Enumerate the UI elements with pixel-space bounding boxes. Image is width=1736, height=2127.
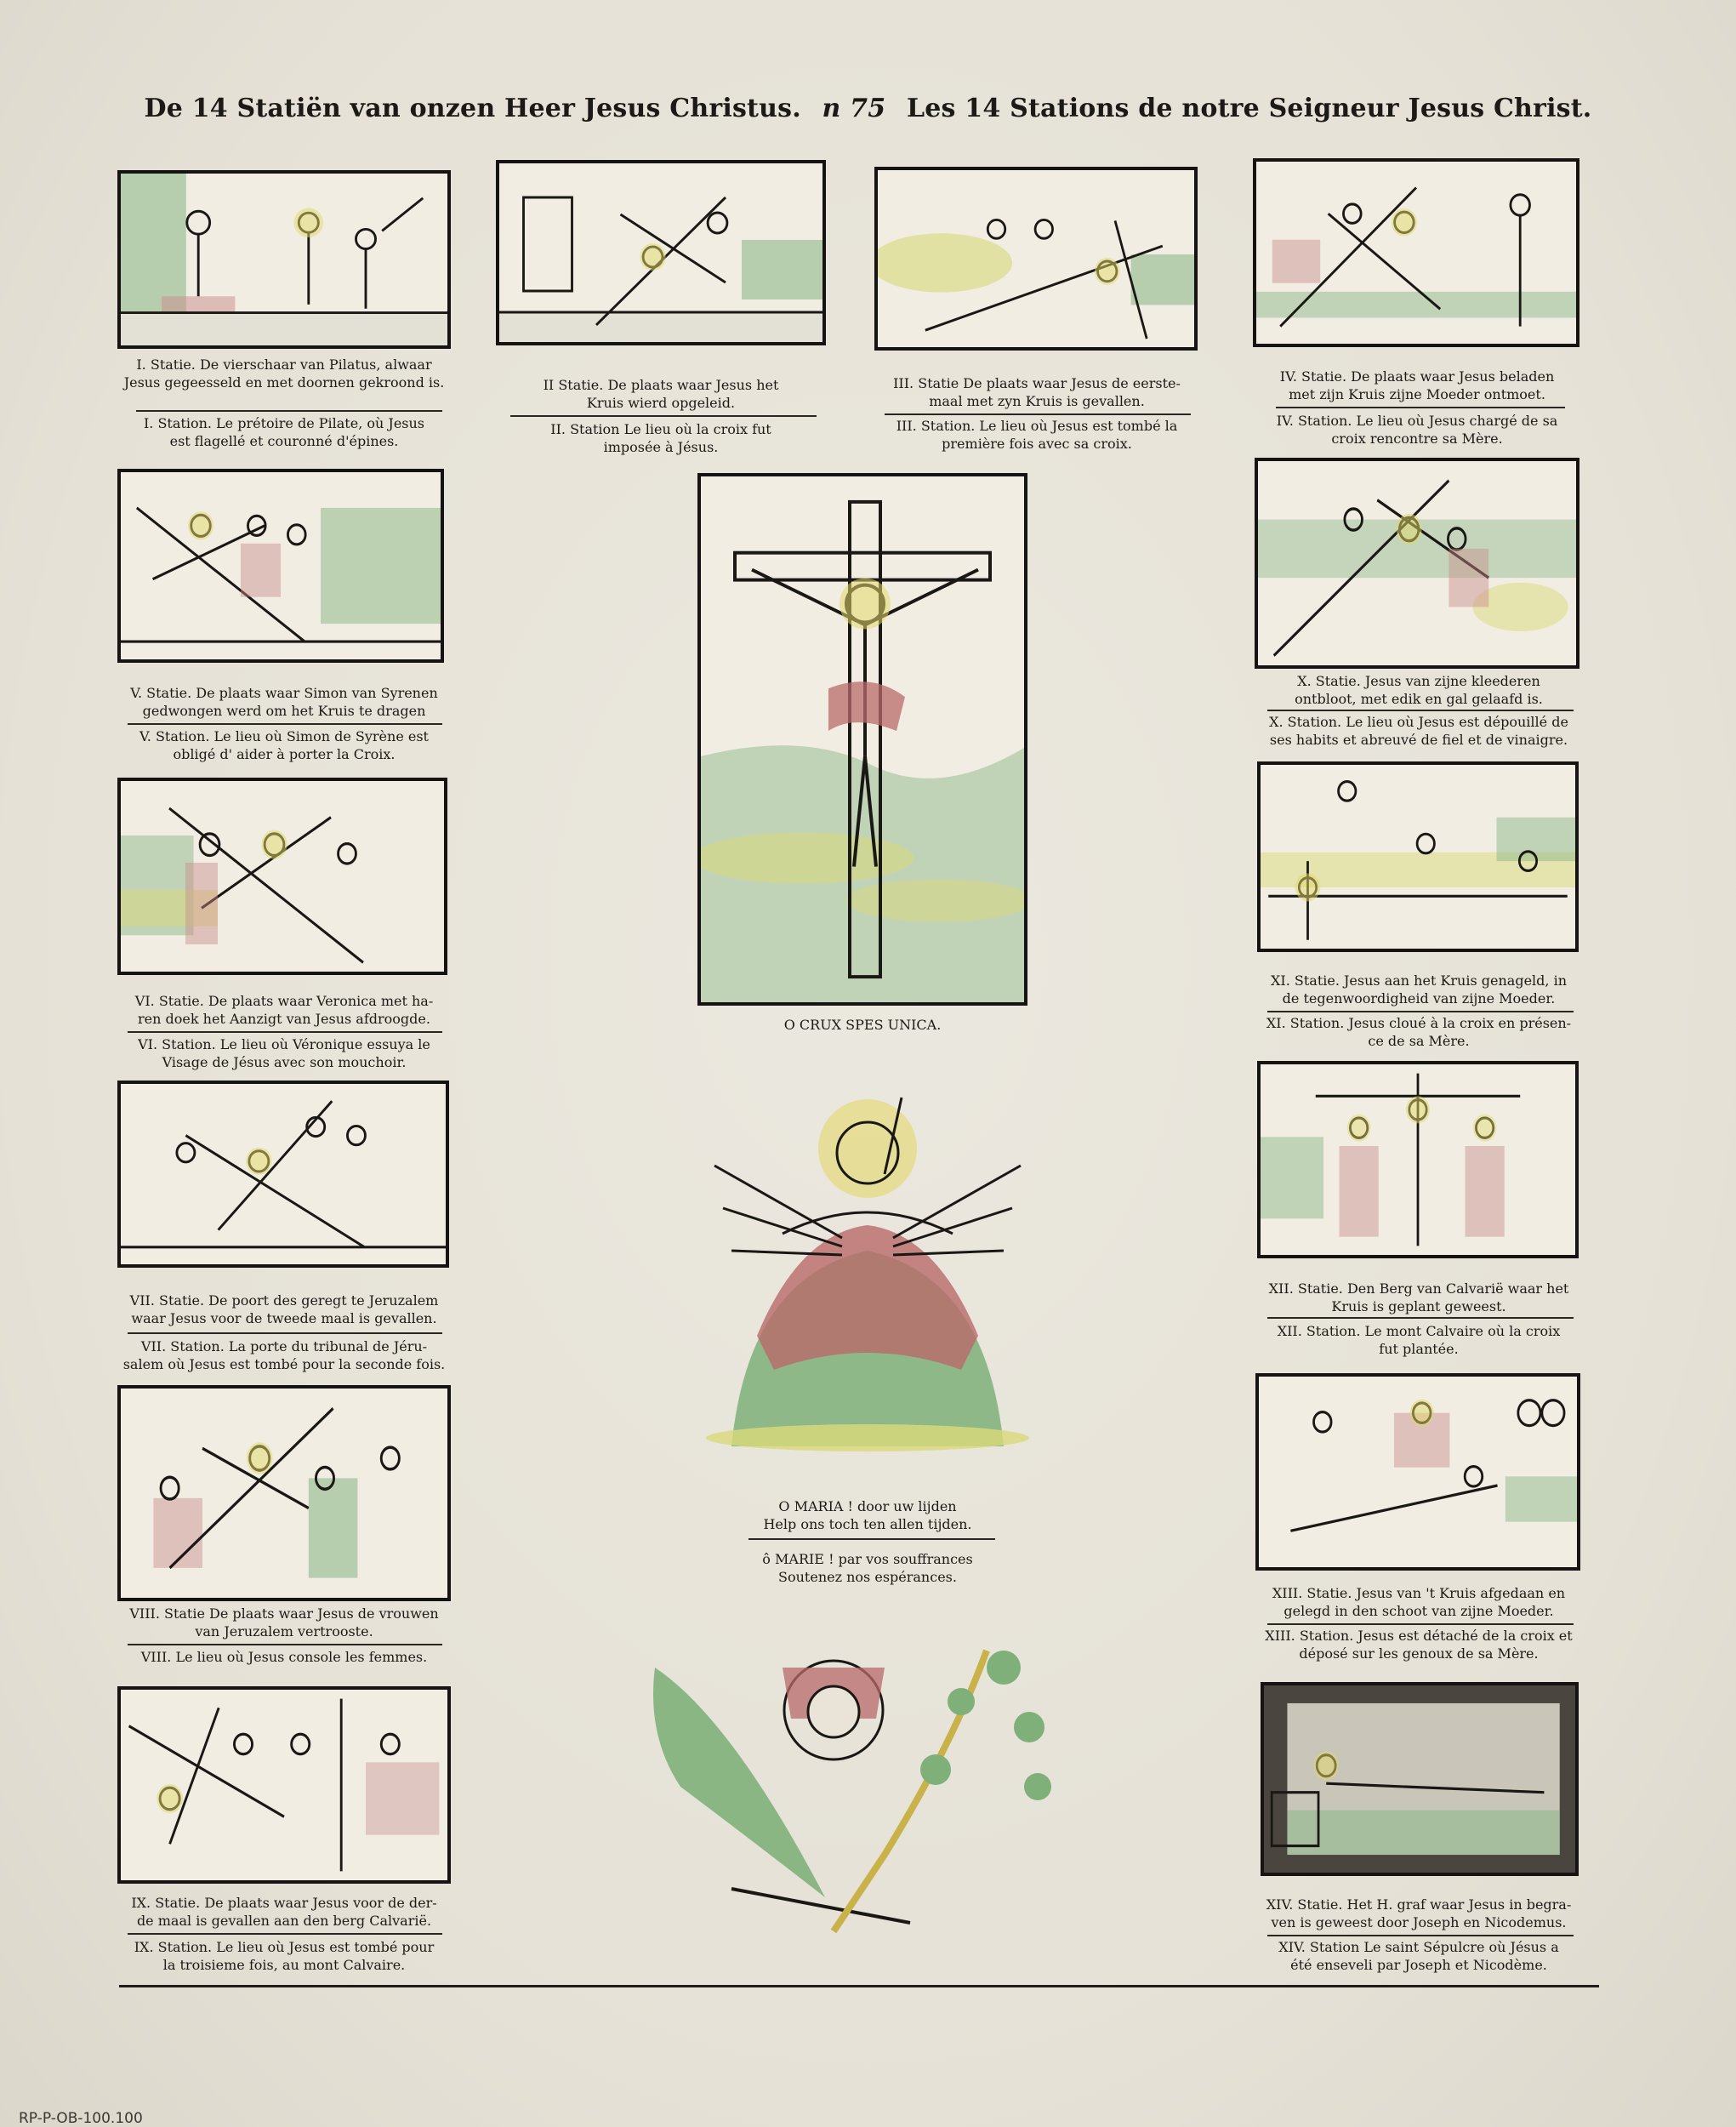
station-12-rule (1267, 1317, 1574, 1319)
station-10-caption-dutch: X. Statie. Jesus van zijne kleederen ontbloot, met edik en gal gelaafd is. (1295, 673, 1543, 707)
station-4-rule (1276, 407, 1565, 408)
mater-dolorosa-woodcut (680, 1081, 1055, 1455)
station-3-woodcut (874, 167, 1198, 351)
station-12-woodcut (1257, 1061, 1579, 1258)
crucifix-woodcut (697, 473, 1027, 1006)
print-number: n 75 (822, 94, 886, 123)
station-3-rule (885, 413, 1191, 415)
station-2-woodcut (496, 160, 826, 345)
maria-caption-french: ô MARIE ! par vos souffrances Soutenez nos espérances. (762, 1551, 973, 1585)
station-14-caption-french: XIV. Station Le saint Sépulcre où Jésus a été enseveli par Joseph et Nicodème. (1278, 1939, 1559, 1973)
station-14-rule (1267, 1935, 1574, 1936)
crucifix-caption: O CRUX SPES UNICA. (783, 1017, 942, 1033)
station-9-woodcut (117, 1686, 451, 1884)
station-2-caption-french: II. Station Le lieu où la croix fut imposée à Jésus. (550, 421, 771, 455)
station-9-caption-dutch: IX. Statie. De plaats waar Jesus voor de der- de maal is gevallen aan den berg Calvarië. (131, 1895, 437, 1929)
station-5-rule (128, 723, 442, 725)
station-7-woodcut (117, 1081, 449, 1268)
station-10-woodcut (1255, 458, 1579, 669)
station-8-caption-french: VIII. Le lieu où Jesus console les femmes. (140, 1649, 428, 1665)
station-9-rule (128, 1933, 442, 1935)
station-3-caption-french: III. Station. Le lieu où Jesus est tombé la première fois avec sa croix. (896, 418, 1178, 452)
station-10-caption-french: X. Station. Le lieu où Jesus est dépouillé de ses habits et abreuvé de fiel et de vinaigre. (1269, 714, 1568, 748)
station-5-caption-dutch: V. Statie. De plaats waar Simon van Syrenen gedwongen werd om het Kruis te dragen (130, 685, 438, 719)
station-2-caption-dutch: II Statie. De plaats waar Jesus het Kruis wierd opgeleid. (543, 377, 779, 411)
station-1-caption-dutch: I. Statie. De vierschaar van Pilatus, alwaar Jesus gegeesseld en met doornen gekroond is. (123, 356, 445, 391)
station-11-rule (1267, 1011, 1574, 1012)
page-title (119, 94, 1617, 123)
station-6-rule (128, 1031, 442, 1033)
station-6-caption-french: VI. Station. Le lieu où Véronique essuya le Visage de Jésus avec son mouchoir. (138, 1036, 430, 1070)
station-3-caption-dutch: III. Statie De plaats waar Jesus de eerste- maal met zyn Kruis is gevallen. (893, 375, 1181, 409)
station-12-caption-french: XII. Station. Le mont Calvaire où la croix fut plantée. (1277, 1323, 1561, 1357)
station-12-caption-dutch: XII. Statie. Den Berg van Calvarië waar het Kruis is geplant geweest. (1268, 1280, 1569, 1314)
station-8-woodcut (117, 1385, 451, 1601)
station-6-caption-dutch: VI. Statie. De plaats waar Veronica met ha- ren doek het Aanzigt van Jesus afdroogde. (134, 993, 434, 1027)
station-11-caption-french: XI. Station. Jesus cloué à la croix en présen- ce de sa Mère. (1266, 1015, 1572, 1049)
bottom-border-rule (119, 1985, 1599, 1987)
station-10-rule (1267, 710, 1574, 711)
station-14-woodcut (1261, 1682, 1579, 1876)
station-13-caption-dutch: XIII. Statie. Jesus van 't Kruis afgedaan en gelegd in den schoot van zijne Moeder. (1272, 1585, 1566, 1619)
station-7-caption-french: VII. Station. La porte du tribunal de Jéru- salem où Jesus est tombé pour la seconde fois. (122, 1338, 446, 1372)
station-14-caption-dutch: XIV. Statie. Het H. graf waar Jesus in begra- ven is geweest door Joseph en Nicodemus. (1266, 1896, 1572, 1930)
station-2-rule (510, 415, 817, 417)
station-4-caption-dutch: IV. Statie. De plaats waar Jesus beladen met zijn Kruis zijne Moeder ontmoet. (1279, 368, 1555, 402)
station-5-woodcut (117, 469, 444, 663)
station-13-rule (1267, 1623, 1574, 1625)
station-9-caption-french: IX. Station. Le lieu où Jesus est tombé pour la troisieme fois, au mont Calvaire. (134, 1939, 435, 1973)
title-dutch: De 14 Statiën van onzen Heer Jesus Christus. (144, 94, 801, 123)
station-11-caption-dutch: XI. Statie. Jesus aan het Kruis genageld, in de tegenwoordigheid van zijne Moeder. (1271, 972, 1567, 1006)
station-8-rule (128, 1644, 442, 1645)
title-french: Les 14 Stations de notre Seigneur Jesus Christ. (906, 94, 1592, 123)
station-7-caption-dutch: VII. Statie. De poort des geregt te Jeruzalem waar Jesus voor de tweede maal is gevallen. (129, 1292, 439, 1326)
veronica-veil-emblem (629, 1617, 1106, 1940)
station-5-caption-french: V. Station. Le lieu où Simon de Syrène est obligé d' aider à porter la Croix. (139, 728, 429, 762)
station-4-woodcut (1253, 158, 1579, 347)
station-1-woodcut (117, 170, 451, 349)
station-13-caption-french: XIII. Station. Jesus est détaché de la croix et déposé sur les genoux de sa Mère. (1265, 1628, 1573, 1662)
station-6-woodcut (117, 778, 447, 975)
station-1-rule (136, 410, 442, 412)
station-13-woodcut (1255, 1373, 1580, 1571)
maria-caption-dutch: O MARIA ! door uw lijden Help ons toch ten allen tijden. (763, 1498, 972, 1532)
station-8-caption-dutch: VIII. Statie De plaats waar Jesus de vrouwen van Jeruzalem vertrooste. (129, 1605, 439, 1639)
station-7-rule (128, 1332, 442, 1334)
station-4-caption-french: IV. Station. Le lieu où Jesus chargé de sa croix rencontre sa Mère. (1276, 413, 1558, 447)
maria-rule (748, 1538, 995, 1540)
station-1-caption-french: I. Station. Le prétoire de Pilate, où Jesus est flagellé et couronné d'épines. (143, 415, 425, 449)
accession-number: RP-P-OB-100.100 (19, 2110, 143, 2127)
station-11-woodcut (1257, 761, 1579, 952)
